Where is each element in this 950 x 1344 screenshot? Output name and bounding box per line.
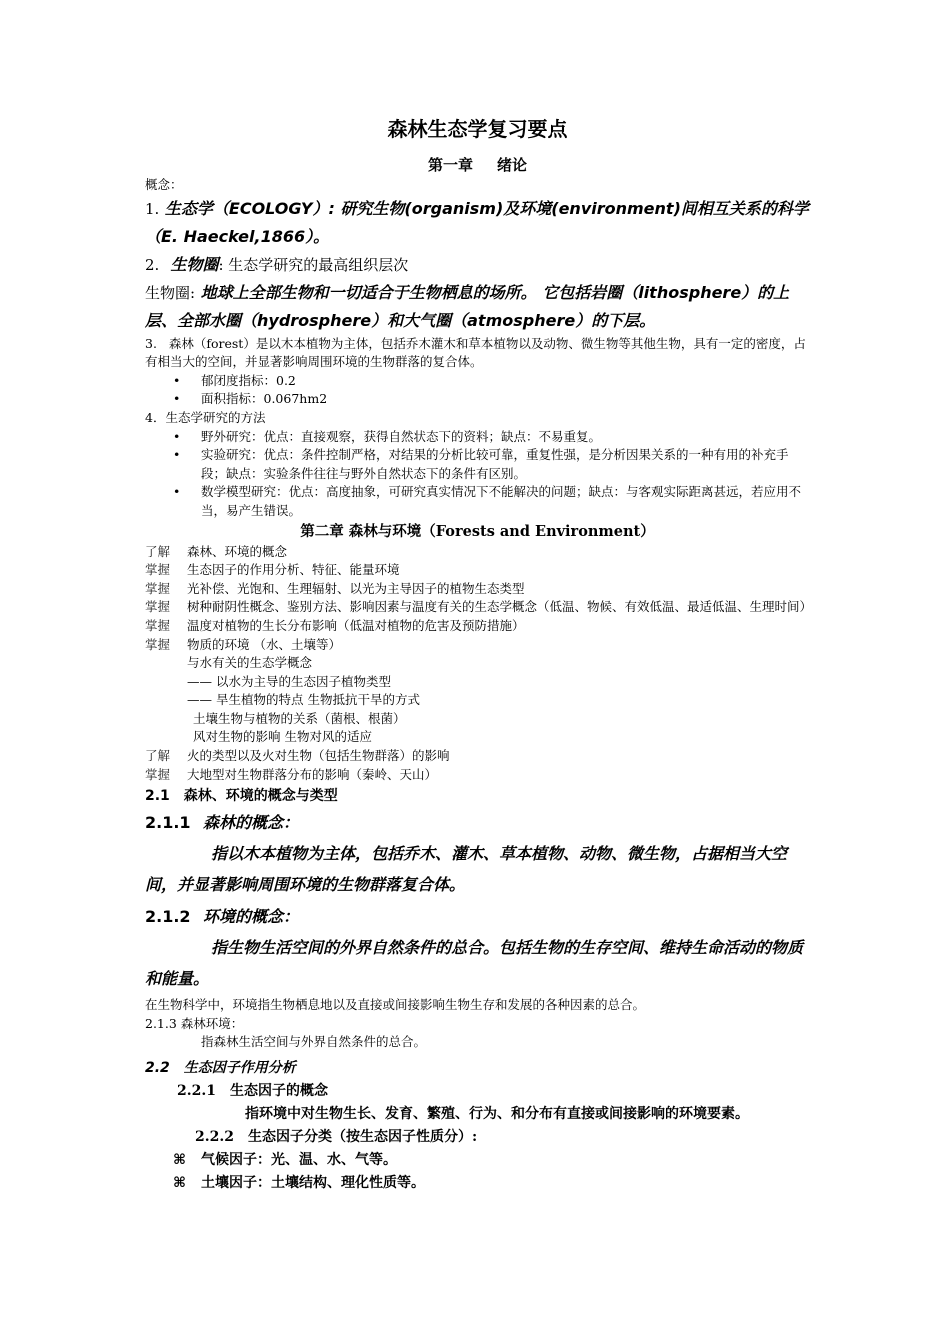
requirement-row: 了解 森林、环境的概念	[145, 543, 288, 559]
chapter-1-label: 第一章	[427, 156, 473, 174]
factor-item: ⌘ 气候因子：光、温、水、气等。	[145, 1149, 810, 1172]
requirement-row: 掌握 大地型对生物群落分布的影响（秦岭、天山）	[145, 766, 438, 782]
environment-text: 在生物科学中，环境指生物栖息地以及直接或间接影响生物生存和发展的各种因素的总合。	[145, 997, 646, 1013]
list-item: • 实验研究：优点：条件控制严格，对结果的分析比较可靠，重复性强，是分析因果关系的一种有用的补充手段；缺点：实验条件往往与野外自然状态下的条件有区别。	[173, 446, 810, 483]
bullet-icon: ⌘	[173, 1152, 186, 1169]
bullet-icon: ⌘	[173, 1175, 186, 1192]
document-page	[145, 112, 813, 1195]
requirement-row: 掌握 物质的环境 （水、土壤等）	[145, 636, 341, 652]
forest-definition: 森林（forest）是以木本植物为主体，包括乔木灌木和草本植物以及动物、微生物等其他生物，具有一定的密度，占有相当大的空间，并显著影响周围环境的生物群落的复合体。	[145, 335, 806, 370]
requirement-subline: 土壤生物与植物的关系（菌根、根菌）	[193, 710, 406, 726]
section-2-1-1-heading: 2.1.1 森林的概念：	[145, 813, 300, 833]
forest-criteria-list	[145, 372, 810, 409]
list-item: • 郁闭度指标：0.2	[173, 372, 810, 391]
requirement-subline: 与水有关的生态学概念	[187, 655, 313, 671]
requirement-subline: —— 以水为主导的生态因子植物类型	[187, 673, 391, 689]
section-2-2-heading: 2.2 生态因子作用分析	[145, 1060, 296, 1077]
chapter-1-name: 绪论	[497, 156, 528, 174]
paragraph-1: 1. 生态学（ECOLOGY）: 研究生物(organism)及环境(environment)间相互关系的科学（E. Haeckel,1866）。	[145, 198, 809, 246]
requirement-row: 了解 火的类型以及火对生物（包括生物群落）的影响	[145, 748, 450, 764]
requirement-subline: —— 旱生植物的特点 生物抵抗干旱的方式	[187, 692, 420, 708]
requirement-row: 掌握 树种耐阴性概念、鉴别方法、影响因素与温度有关的生态学概念（低温、物候、有效低温、最适低温、生理时间）	[145, 599, 813, 615]
methods-list	[145, 428, 810, 521]
forest-environment-definition: 指森林生活空间与外界自然条件的总合。	[201, 1034, 427, 1050]
ecological-factor-definition: 指环境中对生物生长、发育、繁殖、行为、和分布有直接或间接影响的环境要素。	[245, 1106, 749, 1123]
methods-heading: 4．生态学研究的方法	[145, 409, 266, 425]
section-2-1-heading: 2.1 森林、环境的概念与类型	[145, 788, 338, 805]
requirement-row: 掌握 温度对植物的生长分布影响（低温对植物的危害及预防措施）	[145, 617, 525, 633]
paragraph-2: 2. 生物圈: 生态学研究的最高组织层次	[145, 254, 409, 274]
paragraph-3: 3. 森林（forest）是以木本植物为主体，包括乔木灌木和草本植物以及动物、微生物等其他生物，具有一定的密度，占有相当大的空间，并显著影响周围环境的生物群落的复合体。	[145, 335, 806, 370]
chapter-1-heading	[145, 154, 810, 176]
requirement-row: 掌握 光补偿、光饱和、生理辐射、以光为主导因子的植物生态类型	[145, 580, 525, 596]
environment-concept-definition: 指生物生活空间的外界自然条件的总合。包括生物的生存空间、维持生命活动的物质和能量。	[145, 938, 804, 989]
section-2-1-2-heading: 2.1.2 环境的概念：	[145, 907, 300, 927]
requirement-row: 掌握 生态因子的作用分析、特征、能量环境	[145, 562, 400, 578]
list-item: • 野外研究：优点：直接观察，获得自然状态下的资料；缺点：不易重复。	[173, 428, 810, 447]
section-2-2-2-heading: 2.2.2 生态因子分类（按生态因子性质分）:	[195, 1129, 478, 1146]
section-2-2-1-heading: 2.2.1 生态因子的概念	[177, 1083, 328, 1100]
list-item: • 数学模型研究：优点：高度抽象，可研究真实情况下不能解决的问题；缺点：与客观实际距离甚远，若应用不当，易产生错误。	[173, 483, 810, 520]
ecology-definition: 生态学（ECOLOGY）: 研究生物(organism)及环境(environment)间相互关系的科学（E. Haeckel,1866）。	[145, 198, 809, 246]
document-title: 森林生态学复习要点	[387, 117, 568, 141]
requirement-subline: 风对生物的影响 生物对风的适应	[193, 729, 372, 745]
biosphere-definition: 生物圈: 地球上全部生物和一切适合于生物栖息的场所。 它包括岩圈（lithosphere）的上层、全部水圈（hydrosphere）和大气圈（atmosphere）的下层。	[145, 282, 790, 330]
chapter-2-heading: 第二章 森林与环境（Forests and Environment）	[300, 522, 655, 540]
requirements-list	[145, 543, 813, 785]
list-item: • 面积指标：0.067hm2	[173, 390, 810, 409]
section-2-1-3-heading: 2.1.3 森林环境：	[145, 1015, 244, 1031]
biosphere-term: 生物圈	[170, 254, 219, 274]
forest-concept-definition: 指以木本植物为主体，包括乔木、灌木、草本植物、动物、微生物，占据相当大空间，并显著影响周围环境的生物群落复合体。	[145, 844, 788, 895]
factor-item: ⌘ 土壤因子：土壤结构、理化性质等。	[145, 1172, 810, 1195]
concepts-label: 概念：	[145, 177, 183, 192]
